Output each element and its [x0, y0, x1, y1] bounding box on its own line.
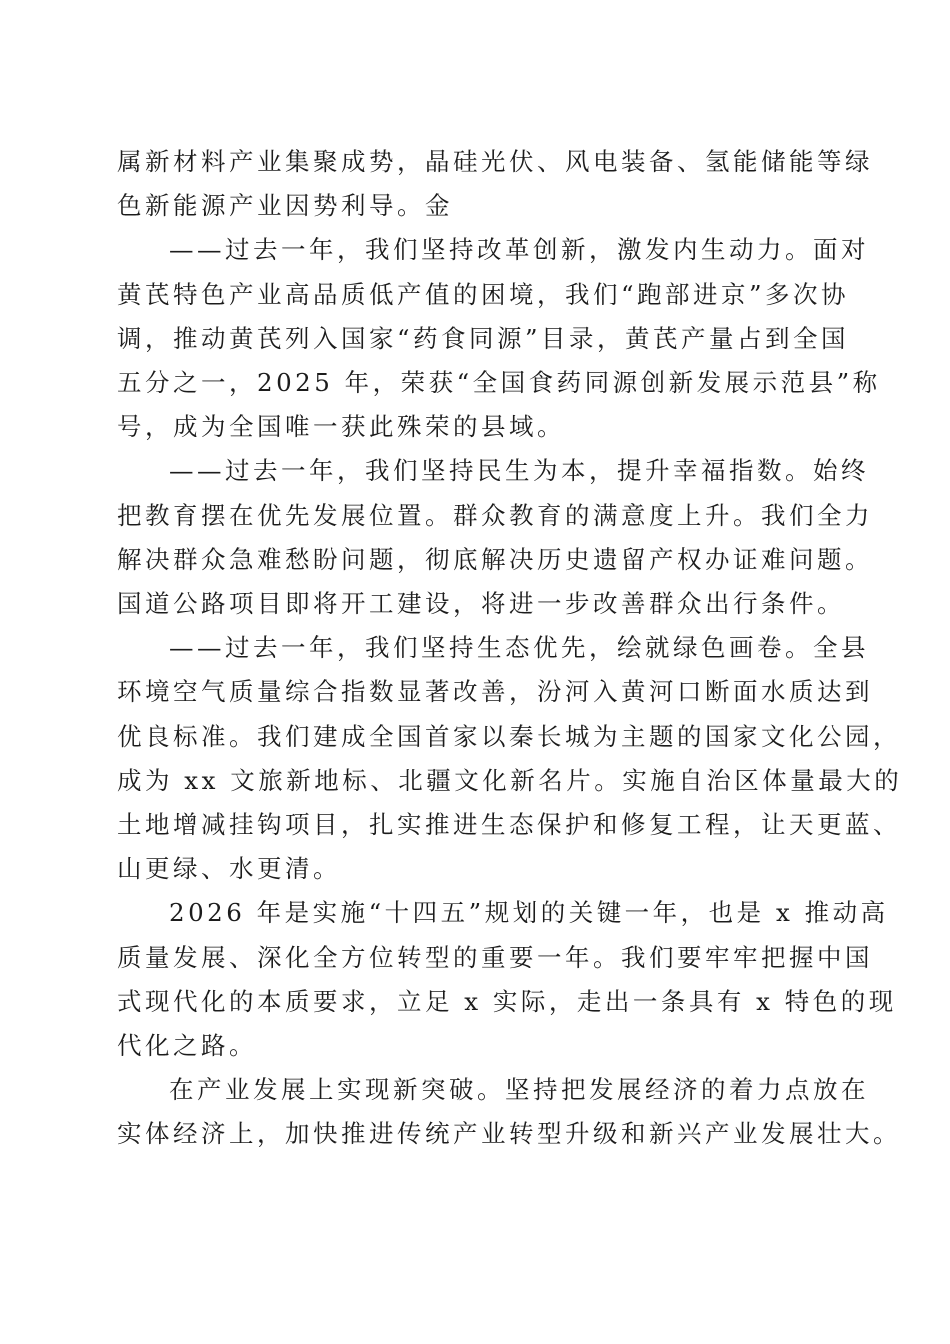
paragraph-livelihood	[117, 449, 873, 626]
text-line: 解决群众急难愁盼问题，彻底解决历史遗留产权办证难问题。	[117, 544, 873, 574]
text-line: 在产业发展上实现新突破。坚持把发展经济的着力点放在	[169, 1075, 869, 1105]
text-line: 山更绿、水更清。	[117, 854, 341, 884]
text-line: 2026 年是实施“十四五”规划的关键一年，也是 x 推动高	[169, 898, 889, 928]
text-line: 土地增减挂钩项目，扎实推进生态保护和修复工程，让天更蓝、	[117, 810, 901, 840]
text-line: 式现代化的本质要求，立足 x 实际，走出一条具有 x 特色的现	[117, 986, 897, 1016]
paragraph-2026-plan	[117, 891, 897, 1068]
text-line: 实体经济上，加快推进传统产业转型升级和新兴产业发展壮大。	[117, 1119, 901, 1149]
text-line: 属新材料产业集聚成势，晶硅光伏、风电装备、氢能储能等绿	[117, 147, 873, 176]
text-line: 黄芪特色产业高品质低产值的困境，我们“跑部进京”多次协	[117, 279, 850, 309]
text-line: 色新能源产业因势利导。金	[117, 191, 453, 221]
paragraph-continued-industry	[117, 140, 873, 228]
text-line: ——过去一年，我们坚持改革创新，激发内生动力。面对	[169, 235, 869, 265]
text-line: 把教育摆在优先发展位置。群众教育的满意度上升。我们全力	[117, 500, 873, 530]
text-line: ——过去一年，我们坚持民生为本，提升幸福指数。始终	[169, 456, 869, 486]
text-line: 优良标准。我们建成全国首家以秦长城为主题的国家文化公园，	[117, 721, 901, 751]
paragraph-ecology	[117, 626, 903, 891]
text-line: 国道公路项目即将开工建设，将进一步改善群众出行条件。	[117, 589, 845, 619]
text-line: ——过去一年，我们坚持生态优先，绘就绿色画卷。全县	[169, 633, 869, 663]
text-line: 调，推动黄芪列入国家“药食同源”目录，黄芪产量占到全国	[117, 323, 850, 353]
text-line: 号，成为全国唯一获此殊荣的县域。	[117, 412, 565, 442]
paragraph-reform-innovation	[117, 228, 881, 449]
text-line: 代化之路。	[117, 1031, 257, 1061]
text-line: 成为 xx 文旅新地标、北疆文化新名片。实施自治区体量最大的	[117, 765, 903, 795]
paragraph-industry-breakthrough	[117, 1068, 901, 1156]
document-body	[117, 140, 903, 1157]
text-line: 五分之一，2025 年，荣获“全国食药同源创新发展示范县”称	[117, 368, 881, 398]
text-line: 环境空气质量综合指数显著改善，汾河入黄河口断面水质达到	[117, 677, 873, 707]
text-line: 质量发展、深化全方位转型的重要一年。我们要牢牢把握中国	[117, 942, 873, 972]
